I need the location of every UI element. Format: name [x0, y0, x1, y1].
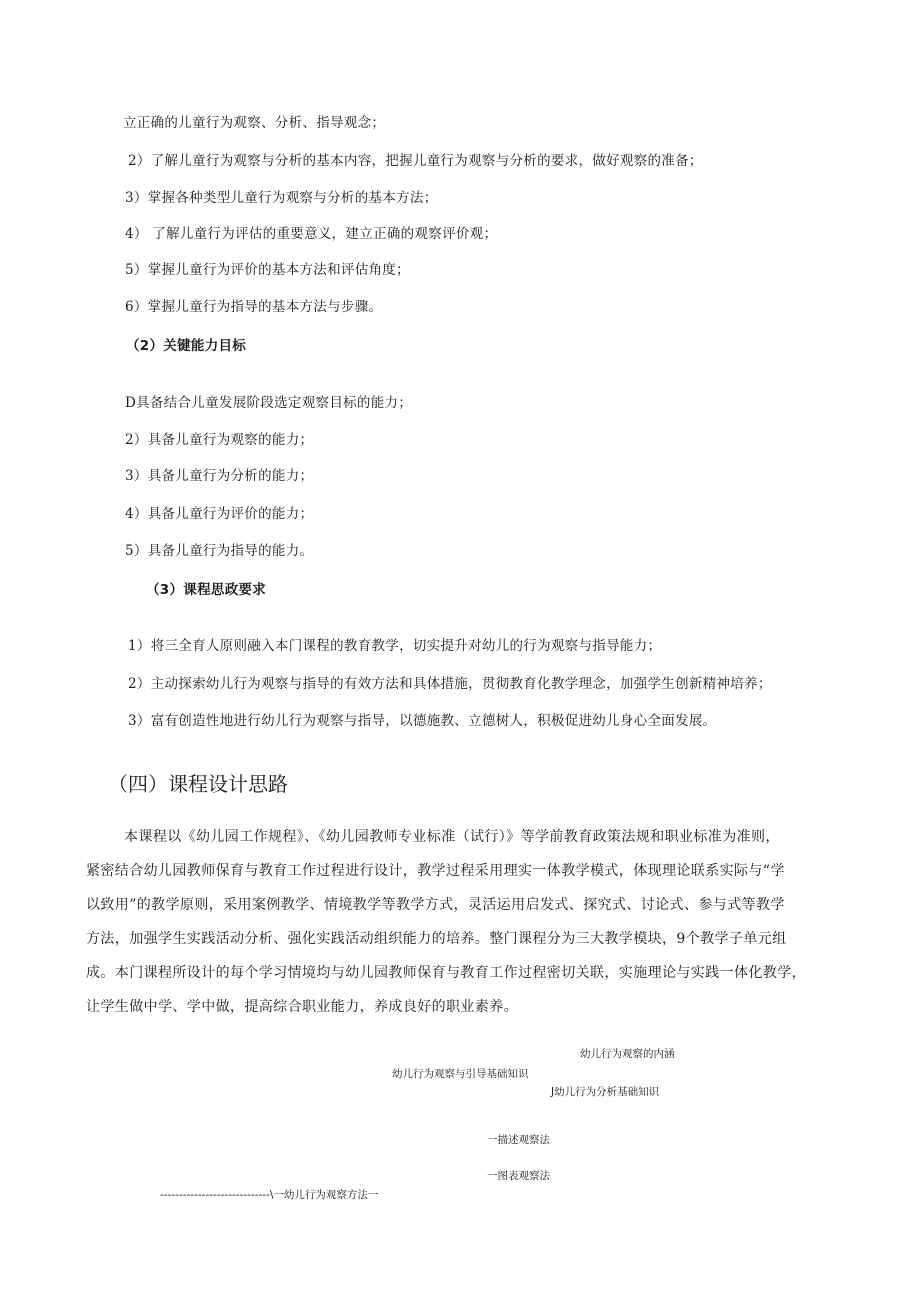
ideology-item: 2）主动探索幼儿行为观察与指导的有效方法和具体措施，贯彻教育化教学理念，加强学生创新精神培养；	[128, 676, 772, 692]
ideology-item: 3）富有创造性地进行幼儿行为观察与指导，以德施教、立德树人，积极促进幼儿身心全面发展。	[128, 713, 717, 729]
paragraph-line: 以致用”的教学原则，采用案例教学、情境教学等教学方式，灵活运用启发式、探究式、讨论式、参与式等教学	[86, 897, 785, 913]
diagram-node-analysis: J幼儿行为分析基础知识	[551, 1086, 660, 1098]
knowledge-item: 3）掌握各种类型儿童行为观察与分析的基本方法；	[125, 190, 438, 206]
paragraph-line: 方法，加强学生实践活动分析、强化实践活动组织能力的培养。整门课程分为三大教学模块，9个教学子单元组	[86, 931, 787, 947]
section-title: （四）课程设计思路	[108, 772, 288, 796]
ideology-item: 1）将三全育人原则融入本门课程的教育教学，切实提升对幼儿的行为观察与指导能力；	[128, 638, 662, 654]
ability-item: 4）具备儿童行为评价的能力；	[125, 506, 314, 522]
knowledge-item: 2）了解儿童行为观察与分析的基本内容，把握儿童行为观察与分析的要求，做好观察的准备；	[128, 153, 703, 169]
knowledge-item: 立正确的儿童行为观察、分析、指导观念；	[123, 115, 386, 131]
paragraph-line: 紧密结合幼儿园教师保育与教育工作过程进行设计，教学过程采用理实一体教学模式，体现理论联系实际与“学	[86, 863, 785, 879]
knowledge-item: 6）掌握儿童行为指导的基本方法与步骤。	[125, 299, 383, 315]
design-paragraph	[86, 820, 846, 1024]
diagram-node-foundation: 幼儿行为观察与引导基础知识	[392, 1068, 529, 1080]
diagram-node-connotation: 幼儿行为观察的内涵	[580, 1048, 675, 1060]
ability-item: D具备结合儿童发展阶段选定观察目标的能力；	[125, 395, 413, 411]
knowledge-item: 4） 了解儿童行为评估的重要意义，建立正确的观察评价观；	[125, 226, 498, 242]
ideology-heading: （3）课程思政要求	[146, 582, 267, 598]
paragraph-line: 让学生做中学、学中做，提高综合职业能力，养成良好的职业素养。	[86, 999, 518, 1015]
knowledge-item: 5）掌握儿童行为评价的基本方法和评估角度；	[125, 262, 410, 278]
ability-heading: （2）关键能力目标	[126, 338, 247, 354]
diagram-node-chart: 一图表观察法	[487, 1170, 550, 1182]
diagram-node-methods: -----------------------------\一幼儿行为观察方法一	[160, 1189, 379, 1201]
diagram-node-describe: 一描述观察法	[487, 1134, 550, 1146]
paragraph-line: 成。本门课程所设计的每个学习情境均与幼儿园教师保育与教育工作过程密切关联，实施理论与实践一体化教学，	[86, 965, 806, 981]
ability-item: 3）具备儿童行为分析的能力；	[125, 468, 314, 484]
ability-item: 5）具备儿童行为指导的能力。	[125, 543, 314, 559]
ability-item: 2）具备儿童行为观察的能力；	[125, 432, 314, 448]
paragraph-line: 本课程以《幼儿园工作规程》、《幼儿园教师专业标准（试行）》等学前教育政策法规和职业标准为准则，	[124, 829, 780, 845]
